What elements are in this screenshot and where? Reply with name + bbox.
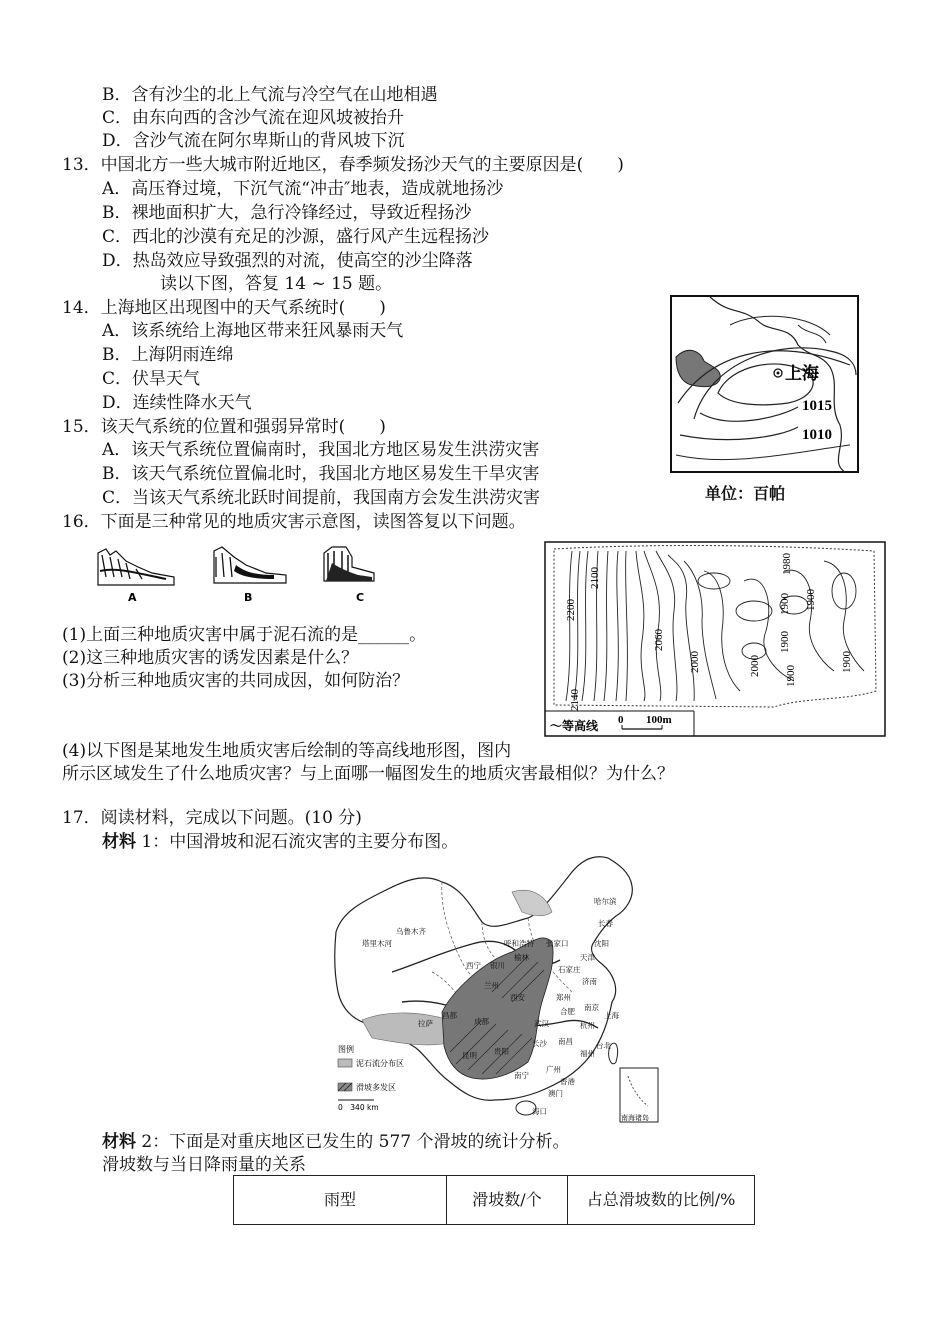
table-title: 滑坡数与当日降雨量的关系: [102, 1155, 306, 1175]
city-changsha: 长沙: [532, 1039, 547, 1048]
city-chengdu: 成都: [474, 1017, 489, 1026]
city-nanjing: 南京: [584, 1003, 599, 1012]
map-legend-title: 图例: [338, 1045, 354, 1054]
contour-label-2140: 2140: [569, 689, 581, 711]
city-changchun: 长春: [598, 919, 613, 928]
disaster-sketch-svg: [96, 543, 376, 605]
option-13c: C．西北的沙漠有充足的沙源，盛行风产生远程扬沙: [102, 227, 490, 247]
city-shanghai: 上海: [604, 1011, 619, 1020]
contour-label-1900e: 1900: [841, 651, 853, 673]
contour-label-1900b: 1900: [805, 589, 817, 611]
city-nanning: 南宁: [514, 1071, 529, 1080]
contour-map-figure: [544, 541, 886, 737]
option-14b: B．上海阴雨连绵: [102, 345, 234, 365]
contour-label-1900d: 1900: [785, 665, 797, 687]
city-xining: 西宁: [466, 961, 481, 970]
header-proportion: 占总滑坡数的比例/%: [568, 1176, 755, 1225]
sketch-a-icon: [98, 549, 174, 585]
option-12b: B．含有沙尘的北上气流与冷空气在山地相遇: [102, 85, 438, 105]
sketch-c-icon: [324, 547, 374, 581]
contour-label-2200: 2200: [565, 599, 577, 621]
table-header-row: [234, 1176, 755, 1225]
question-16-4a: (4)以下图是某地发生地质灾害后绘制的等高线地形图，图内: [62, 741, 512, 761]
option-13b: B．裸地面积扩大，急行冷锋经过，导致近程扬沙: [102, 203, 472, 223]
city-guangzhou: 广州: [546, 1065, 561, 1074]
contour-label-2000a: 2000: [689, 651, 701, 673]
city-hangzhou: 杭州: [580, 1021, 595, 1030]
map-scale: 0 340 km: [338, 1103, 379, 1112]
contour-label-2000b: 2000: [749, 655, 761, 677]
option-12d: D．含沙气流在阿尔卑斯山的背风坡下沉: [102, 131, 405, 151]
sketch-label-a: A: [128, 591, 137, 604]
question-17: 17．阅读材料，完成以下问题。(10 分): [62, 808, 362, 828]
material-2-label: 材料: [102, 1132, 136, 1152]
contour-label-1980: 1980: [781, 553, 793, 575]
city-hohhot: 呼和浩特: [504, 939, 534, 948]
option-15a: A．该天气系统位置偏南时，我国北方地区易发生洪涝灾害: [102, 440, 540, 460]
header-landslide-count: 滑坡数/个: [447, 1176, 568, 1225]
question-16-3: (3)分析三种地质灾害的共同成因，如何防治？: [62, 671, 410, 691]
material-2: [102, 1131, 569, 1153]
weather-map-figure: [670, 295, 860, 507]
material-1: [102, 831, 458, 853]
option-14c: C．伏旱天气: [102, 369, 201, 389]
city-shenyang: 沈阳: [594, 939, 609, 948]
city-macau: 澳门: [548, 1089, 563, 1098]
option-12c: C．由东向西的含沙气流在迎风坡被抬升: [102, 108, 405, 128]
city-hongkong: 香港: [560, 1077, 575, 1086]
city-kunming: 昆明: [462, 1051, 477, 1060]
legend-landslide-label: 滑坡多发区: [356, 1083, 396, 1092]
contour-label-2100: 2100: [589, 567, 601, 589]
contour-map: [544, 541, 886, 737]
city-nanchang: 南昌: [558, 1037, 573, 1046]
china-disaster-map: [332, 852, 660, 1124]
city-changdu: 昌都: [442, 1011, 457, 1020]
option-14a: A．该系统给上海地区带来狂风暴雨天气: [102, 321, 404, 341]
sketch-label-b: B: [244, 591, 253, 604]
option-15b: B．该天气系统位置偏北时，我国北方地区易发生干旱灾害: [102, 464, 540, 484]
material-1-text: 1：中国滑坡和泥石流灾害的主要分布图。: [136, 832, 459, 852]
question-16: 16．下面是三种常见的地质灾害示意图，读图答复以下问题。: [62, 512, 526, 532]
sketch-label-c: C: [356, 591, 365, 604]
option-14d: D．连续性降水天气: [102, 393, 252, 413]
option-15c: C．当该天气系统北跃时间提前，我国南方会发生洪涝灾害: [102, 488, 541, 508]
isobar-label-1015: 1015: [802, 398, 832, 414]
question-13: 13．中国北方一些大城市附近地区，春季频发扬沙天气的主要原因是( ): [62, 155, 624, 175]
sketch-b-icon: [214, 547, 286, 583]
question-14: 14．上海地区出现图中的天气系统时( ): [62, 298, 386, 318]
city-shijiazhuang: 石家庄: [558, 965, 581, 974]
city-yinchuan: 银川: [490, 961, 505, 970]
isobar-label-1010: 1010: [802, 427, 832, 443]
option-13a: A．高压脊过境，下沉气流“冲击″地表，造成就地扬沙: [102, 179, 504, 199]
china-map-svg: [332, 852, 660, 1124]
option-13d: D．热岛效应导致强烈的对流，使高空的沙尘降落: [102, 251, 473, 271]
weather-map: [670, 295, 860, 475]
city-lanzhou: 兰州: [484, 981, 499, 990]
city-guiyang: 贵阳: [494, 1047, 509, 1056]
city-harbin: 哈尔滨: [594, 897, 617, 906]
scale-zero: 0: [618, 714, 624, 726]
contour-label-2060: 2060: [653, 629, 665, 651]
river-tarim: 塔里木河: [362, 939, 392, 948]
city-taipei: 台北: [596, 1041, 611, 1050]
city-xian: 西安: [510, 993, 525, 1002]
city-fuzhou: 福州: [580, 1049, 595, 1058]
rainfall-landslide-table: [233, 1175, 755, 1225]
city-lhasa: 拉萨: [418, 1019, 433, 1028]
contour-label-1900c: 1900: [779, 631, 791, 653]
question-16-2: (2)这三种地质灾害的诱发因素是什么？: [62, 648, 359, 668]
disaster-sketches: [96, 543, 376, 605]
city-jinan: 济南: [582, 977, 597, 986]
header-rain-type: 雨型: [234, 1176, 447, 1225]
south-sea-inset-label: 南海诸岛: [621, 1114, 649, 1122]
unit-label: 单位：百帕: [705, 484, 786, 503]
city-urumqi: 乌鲁木齐: [396, 927, 426, 936]
city-zhangjiakou: 张家口: [546, 939, 569, 948]
read-instruction: 读以下图，答复 14 ~ 15 题。: [160, 274, 393, 294]
question-16-1: (1)上面三种地质灾害中属于泥石流的是______。: [62, 625, 427, 645]
material-2-text: 2：下面是对重庆地区已发生的 577 个滑坡的统计分析。: [136, 1132, 570, 1152]
city-zhengzhou: 郑州: [556, 993, 571, 1002]
city-tianjin: 天津: [580, 953, 595, 962]
city-wuhan: 武汉: [534, 1019, 549, 1028]
legend-debris-label: 泥石流分布区: [356, 1059, 404, 1068]
city-hefei: 合肥: [560, 1007, 575, 1016]
legend-debris-swatch: [338, 1059, 352, 1067]
contour-legend: ～等高线: [550, 719, 599, 733]
question-16-4b: 所示区域发生了什么地质灾害？与上面哪一幅图发生的地质灾害最相似？为什么？: [62, 764, 674, 784]
scale-length: 100m: [646, 714, 672, 726]
city-label-shanghai: 上海: [785, 364, 819, 384]
city-yulin: 榆林: [514, 953, 529, 962]
contour-label-1900a: 1900: [779, 593, 791, 615]
city-haikou: 海口: [532, 1107, 547, 1116]
question-15: 15．该天气系统的位置和强弱异常时( ): [62, 417, 386, 437]
material-1-label: 材料: [102, 832, 136, 852]
